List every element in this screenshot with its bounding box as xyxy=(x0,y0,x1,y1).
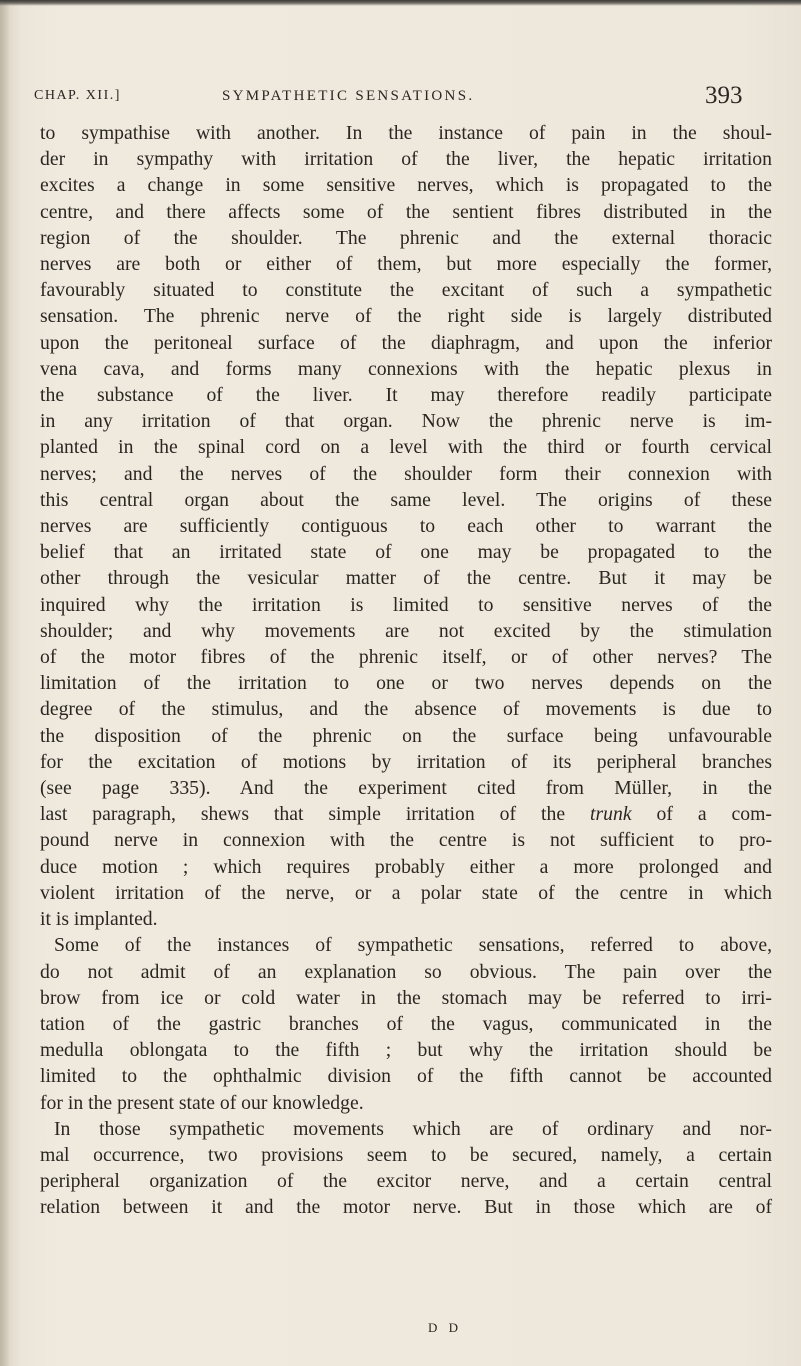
text-line: of the motor fibres of the phrenic itself, or of other nerves? The xyxy=(40,646,772,669)
text-line: (see page 335). And the experiment cited from Müller, in the xyxy=(40,777,772,800)
text-line: centre, and there affects some of the sentient fibres distributed in the xyxy=(40,200,772,223)
text-line: mal occurrence, two provisions seem to be secured, namely, a certain xyxy=(40,1143,772,1166)
text-line: brow from ice or cold water in the stomach may be referred to irri- xyxy=(40,986,772,1009)
text-line: sensation. The phrenic nerve of the right side is largely distributed xyxy=(40,305,772,328)
text-line: pound nerve in connexion with the centre is not sufficient to pro- xyxy=(40,829,772,852)
text-line: shoulder; and why movements are not excited by the stimulation xyxy=(40,619,772,642)
text-line: duce motion ; which requires probably either a more prolonged and xyxy=(40,855,772,878)
text-line: relation between it and the motor nerve. But in those which are of xyxy=(40,1196,772,1219)
text-line: vena cava, and forms many connexions with the hepatic plexus in xyxy=(40,357,772,380)
text-line: the substance of the liver. It may therefore readily participate xyxy=(40,384,772,407)
text-line: upon the peritoneal surface of the diaphragm, and upon the inferior xyxy=(40,331,772,354)
body-text xyxy=(40,120,772,1221)
text-line: limitation of the irritation to one or two nerves depends on the xyxy=(40,672,772,695)
text-line: der in sympathy with irritation of the liver, the hepatic irritation xyxy=(40,148,772,171)
text-line: for the excitation of motions by irritation of its peripheral branches xyxy=(40,750,772,773)
text-line: region of the shoulder. The phrenic and the external thoracic xyxy=(40,226,772,249)
running-title: SYMPATHETIC SENSATIONS. xyxy=(222,88,475,104)
page-top-edge xyxy=(0,0,801,6)
text-line: do not admit of an explanation so obvious. The pain over the xyxy=(40,960,772,983)
text-line: in any irritation of that organ. Now the phrenic nerve is im- xyxy=(40,410,772,433)
text-line: In those sympathetic movements which are of ordinary and nor- xyxy=(54,1117,772,1140)
text-line: planted in the spinal cord on a level with the third or fourth cervical xyxy=(40,436,772,459)
signature-mark: D D xyxy=(428,1320,463,1335)
text-line: favourably situated to constitute the excitant of such a sympathetic xyxy=(40,279,772,302)
text-line: for in the present state of our knowledge. xyxy=(40,1091,364,1114)
chapter-label: CHAP. XII.] xyxy=(34,88,121,103)
text-line: excites a change in some sensitive nerves, which is propagated to the xyxy=(40,174,772,197)
text-line: peripheral organization of the excitor nerve, and a certain central xyxy=(40,1170,772,1193)
text-line: to sympathise with another. In the instance of pain in the shoul- xyxy=(40,122,772,144)
text-line: tation of the gastric branches of the vagus, communicated in the xyxy=(40,1012,772,1035)
text-line: last paragraph, shews that simple irritation of the trunk of a com- xyxy=(40,803,772,826)
text-line: nerves; and the nerves of the shoulder form their connexion with xyxy=(40,462,772,485)
text-line: this central organ about the same level. The origins of these xyxy=(40,488,772,511)
text-line: inquired why the irritation is limited to sensitive nerves of the xyxy=(40,593,772,616)
text-line: Some of the instances of sympathetic sensations, referred to above, xyxy=(54,934,772,957)
text-line: degree of the stimulus, and the absence of movements is due to xyxy=(40,698,772,721)
text-line: limited to the ophthalmic division of the fifth cannot be accounted xyxy=(40,1065,772,1088)
text-line: belief that an irritated state of one may be propagated to the xyxy=(40,541,772,564)
text-line: nerves are sufficiently contiguous to each other to warrant the xyxy=(40,515,772,538)
text-line: it is implanted. xyxy=(40,908,158,931)
running-head xyxy=(0,82,801,109)
gutter-shadow xyxy=(0,0,10,1366)
text-line: nerves are both or either of them, but more especially the former, xyxy=(40,253,772,276)
text-line: the disposition of the phrenic on the surface being unfavourable xyxy=(40,724,772,747)
page-number: 393 xyxy=(705,82,743,109)
text-line: medulla oblongata to the fifth ; but why the irritation should be xyxy=(40,1039,772,1062)
text-line: other through the vesicular matter of the centre. But it may be xyxy=(40,567,772,590)
text-line: violent irritation of the nerve, or a polar state of the centre in which xyxy=(40,881,772,904)
